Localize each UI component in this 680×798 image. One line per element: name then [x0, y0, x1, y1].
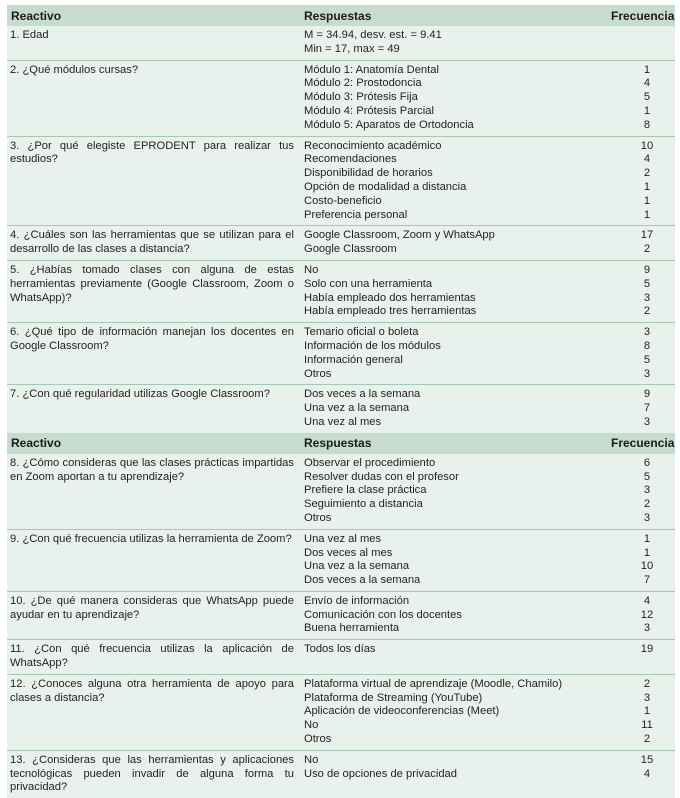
- frequency-value: 1: [643, 180, 651, 193]
- question-text: 5. ¿Habías tomado clases con alguna de estas herramientas previamente (Google Classroom, Zoom o WhatsApp)?: [10, 263, 294, 304]
- question-text: 11. ¿Con qué frecuencia utilizas la aplicación de WhatsApp?: [10, 643, 294, 670]
- answer-option: Otros: [304, 733, 332, 746]
- answer-option: Información de los módulos: [304, 339, 441, 352]
- frequency-value: 1: [643, 532, 651, 545]
- table-row: [7, 322, 675, 384]
- frequency-value: 3: [643, 484, 651, 497]
- frequency-value: 1: [643, 208, 651, 221]
- answer-option: Recomendaciones: [304, 153, 397, 166]
- question-text: 4. ¿Cuáles son las herramientas que se utilizan para el desarrollo de las clases a distancia?: [10, 229, 294, 256]
- frequency-value: 10: [640, 560, 654, 573]
- frequency-value: 4: [643, 767, 651, 780]
- frequency-value: 2: [643, 305, 651, 318]
- question-text: 8. ¿Cómo consideras que las clases prácticas impartidas en Zoom aportan a tu aprendizaje?: [10, 456, 294, 483]
- header-reactivo: Reactivo: [11, 436, 62, 451]
- answer-option: Dos veces al mes: [304, 546, 393, 559]
- question-text: 10. ¿De qué manera consideras que WhatsApp puede ayudar en tu aprendizaje?: [10, 594, 294, 621]
- frequency-value: [619, 29, 675, 43]
- frequency-cell: [611, 326, 675, 381]
- question-text: 7. ¿Con qué regularidad utilizas Google Classroom?: [10, 388, 270, 401]
- table-row: [7, 529, 675, 591]
- question-text: 1. Edad: [10, 29, 49, 41]
- answers-cell: [298, 140, 611, 223]
- question-text: 2. ¿Qué módulos cursas?: [10, 63, 139, 76]
- answer-option: Una vez a la semana: [304, 402, 410, 415]
- answer-option: Envío de información: [304, 594, 410, 607]
- answer-option: Módulo 2: Prostodoncia: [304, 77, 422, 90]
- answer-option: Comunicación con los docentes: [304, 608, 462, 621]
- header-frecuencia: Frecuencia: [611, 436, 675, 451]
- answer-option: Google Classroom: [304, 243, 397, 256]
- frequency-value: 3: [643, 511, 651, 524]
- question-text: 13. ¿Consideras que las herramientas y aplicaciones tecnológicas pueden invadir de alguna forma tu privacidad?: [10, 753, 294, 794]
- answers-cell: [298, 388, 611, 429]
- answer-option: Dos veces a la semana: [304, 388, 421, 401]
- frequency-value: 1: [643, 63, 651, 76]
- frequency-value: 2: [643, 498, 651, 511]
- answers-cell: [298, 229, 611, 257]
- answer-option: Disponibilidad de horarios: [304, 167, 433, 180]
- frequency-cell: [611, 678, 675, 747]
- frequency-value: 8: [643, 339, 651, 352]
- answer-option: Preferencia personal: [304, 208, 408, 221]
- frequency-value: 4: [643, 153, 651, 166]
- answer-option: Otros: [304, 367, 332, 380]
- frequency-cell: [611, 64, 675, 133]
- answers-cell: [298, 457, 611, 526]
- answer-option: No: [304, 263, 319, 276]
- frequency-value: 3: [643, 691, 651, 704]
- table-header: [7, 5, 675, 26]
- table-row: [7, 225, 675, 260]
- frequency-value: 8: [643, 118, 651, 131]
- frequency-value: 5: [643, 91, 651, 104]
- header-respuestas: Respuestas: [304, 436, 372, 451]
- answer-option: Módulo 5: Aparatos de Ortodoncia: [304, 118, 474, 131]
- frequency-cell: [611, 264, 675, 319]
- question-text: 6. ¿Qué tipo de información manejan los docentes en Google Classroom?: [10, 326, 294, 352]
- table-row: [7, 136, 675, 226]
- answer-option: Dos veces a la semana: [304, 574, 421, 587]
- answer-option: Plataforma de Streaming (YouTube): [304, 691, 483, 704]
- answer-option: Todos los días: [304, 643, 376, 656]
- frequency-cell: [611, 140, 675, 223]
- answer-option: Observar el procedimiento: [304, 456, 436, 469]
- answer-option: Había empleado dos herramientas: [304, 291, 476, 304]
- frequency-value: 9: [643, 263, 651, 276]
- table-row: [7, 26, 675, 60]
- answers-cell: [298, 678, 611, 747]
- frequency-value: 4: [643, 594, 651, 607]
- answers-cell: [298, 64, 611, 133]
- frequency-value: 2: [643, 677, 651, 690]
- answer-option: Google Classroom, Zoom y WhatsApp: [304, 229, 495, 242]
- answers-cell: [298, 754, 611, 795]
- table-row: [7, 260, 675, 322]
- answer-option: Reconocimiento académico: [304, 139, 442, 152]
- frequency-cell: [611, 754, 675, 795]
- frequency-value: 9: [643, 388, 651, 401]
- answers-cell: [298, 326, 611, 381]
- answers-cell: [298, 595, 611, 636]
- frequency-value: 3: [643, 291, 651, 304]
- frequency-cell: [611, 595, 675, 636]
- frequency-value: 2: [643, 733, 651, 746]
- answer-option: Una vez a la semana: [304, 560, 410, 573]
- frequency-value: 1: [643, 705, 651, 718]
- frequency-value: 2: [643, 167, 651, 180]
- answer-option: Uso de opciones de privacidad: [304, 767, 457, 780]
- answer-option: Información general: [304, 353, 403, 366]
- frequency-value: 1: [643, 194, 651, 207]
- answer-option: Módulo 3: Prótesis Fija: [304, 91, 418, 104]
- frequency-value: 5: [643, 277, 651, 290]
- frequency-value: 15: [640, 753, 654, 766]
- table-row: [7, 674, 675, 750]
- answers-cell: [298, 29, 611, 57]
- answer-option: Temario oficial o boleta: [304, 326, 419, 339]
- answer-option: Una vez al mes: [304, 532, 382, 545]
- answer-option: Opción de modalidad a distancia: [304, 180, 467, 193]
- frequency-value: 1: [643, 104, 651, 117]
- header-frecuencia: Frecuencia: [611, 8, 675, 23]
- answer-option: Prefiere la clase práctica: [304, 484, 427, 497]
- answer-option: No: [304, 753, 319, 766]
- answer-option: Había empleado tres herramientas: [304, 305, 477, 318]
- question-text: 12. ¿Conoces alguna otra herramienta de apoyo para clases a distancia?: [10, 677, 294, 704]
- table-row: [7, 60, 675, 136]
- question-text: 9. ¿Con qué frecuencia utilizas la herramienta de Zoom?: [10, 532, 292, 545]
- table-row: [7, 639, 675, 674]
- frequency-cell: [611, 29, 675, 57]
- frequency-value: 7: [643, 574, 651, 587]
- header-respuestas: Respuestas: [304, 8, 372, 23]
- answer-option: No: [304, 719, 319, 732]
- frequency-value: 5: [643, 353, 651, 366]
- answer-option: Módulo 1: Anatomía Dental: [304, 63, 439, 76]
- frequency-cell: [611, 229, 675, 257]
- frequency-cell: [611, 388, 675, 429]
- answer-option: Costo-beneficio: [304, 194, 382, 207]
- table-row: [7, 454, 675, 529]
- table-row: [7, 384, 675, 432]
- answer-option: Seguimiento a distancia: [304, 498, 423, 511]
- answer-option: Aplicación de videoconferencias (Meet): [304, 705, 500, 718]
- answer-option: Módulo 4: Prótesis Parcial: [304, 104, 434, 117]
- frequency-value: 3: [643, 415, 651, 428]
- frequency-value: 19: [640, 643, 654, 656]
- survey-table: [7, 5, 675, 798]
- answer-option: Buena herramienta: [304, 622, 400, 635]
- frequency-cell: [611, 457, 675, 526]
- answer-option: Solo con una herramienta: [304, 277, 433, 290]
- frequency-value: 10: [640, 139, 654, 152]
- answer-option: Una vez al mes: [304, 415, 382, 428]
- answers-cell: [298, 533, 611, 588]
- answer-option: M = 34.94, desv. est. = 9.41: [304, 29, 442, 41]
- frequency-value: 3: [643, 367, 651, 380]
- answer-option: Plataforma virtual de aprendizaje (Moodle, Chamilo): [304, 677, 563, 690]
- frequency-cell: [611, 643, 675, 671]
- frequency-value: 11: [641, 719, 653, 732]
- frequency-value: 3: [643, 622, 651, 635]
- table-body-section-2: [7, 454, 675, 798]
- frequency-value: 3: [643, 326, 651, 339]
- frequency-value: 6: [643, 456, 651, 469]
- answers-cell: [298, 264, 611, 319]
- frequency-value: 12: [640, 608, 654, 621]
- answer-option: Otros: [304, 511, 332, 524]
- frequency-cell: [611, 533, 675, 588]
- answer-option: Min = 17, max = 49: [304, 42, 400, 55]
- frequency-value: 2: [643, 243, 651, 256]
- table-row: [7, 591, 675, 639]
- answer-option: Resolver dudas con el profesor: [304, 470, 459, 483]
- frequency-value: 17: [640, 229, 654, 242]
- table-header-repeat: [7, 433, 675, 454]
- frequency-value: [619, 43, 675, 57]
- frequency-value: 4: [643, 77, 651, 90]
- header-reactivo: Reactivo: [11, 8, 62, 23]
- frequency-value: 7: [643, 402, 651, 415]
- table-body-section-1: [7, 26, 675, 433]
- question-text: 3. ¿Por qué elegiste EPRODENT para realizar tus estudios?: [10, 139, 294, 166]
- answers-cell: [298, 643, 611, 671]
- frequency-value: 1: [643, 546, 651, 559]
- frequency-value: 5: [643, 470, 651, 483]
- table-row: [7, 750, 675, 798]
